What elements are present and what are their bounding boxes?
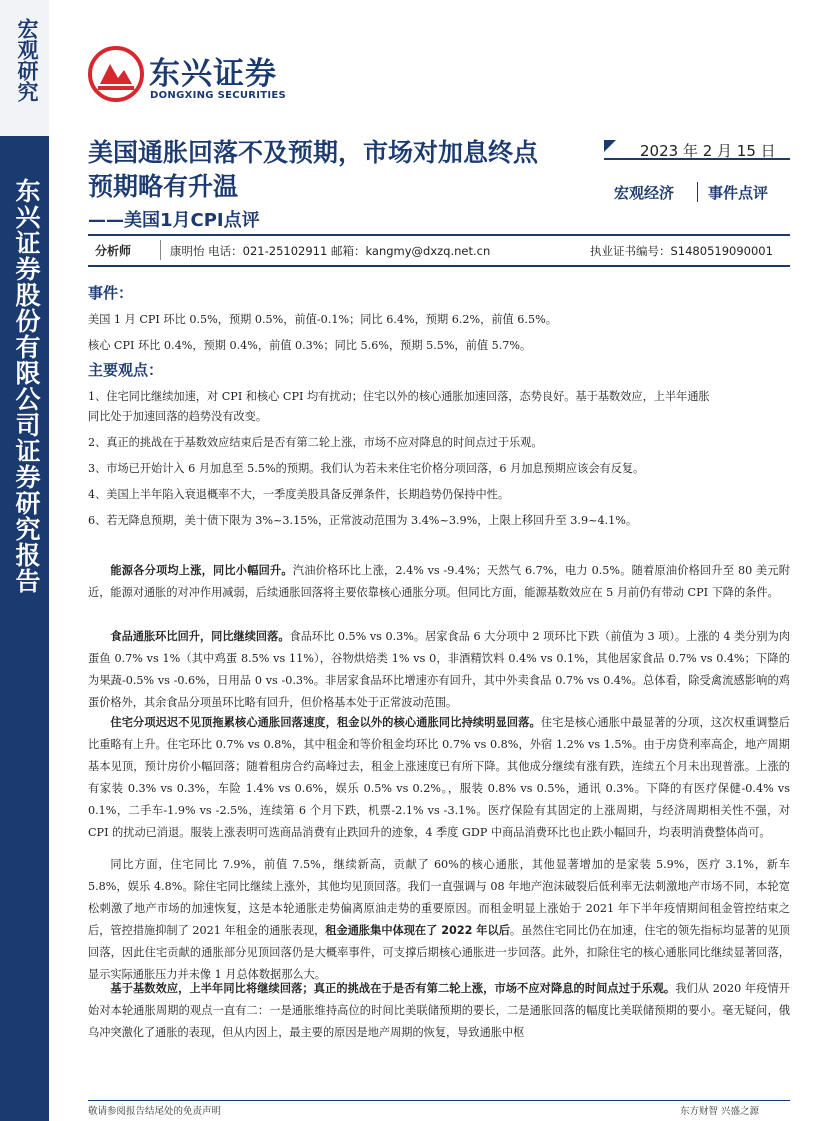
view-point-1b: 同比处于加速回落的趋势没有改变。	[88, 410, 268, 423]
housing-text: 住宅是核心通胀中最显著的分项，这次权重调整后比重略有上升。住宅环比 0.7% vs 0.8%，其中租金和等价租金均环比 0.7% vs 0.8%，外宿 1.2% vs 1.5%。由于房贷利率高企，地产周期基本见顶，预计房价小幅回落；随着租房合约高峰过去，租金上涨速度已有所下降。其他成分继续有涨有跌，连续五个月未出现普涨。上涨的有家装 0.3% vs 0.3%，车险 1.4% vs 0.6%，娱乐 0.5% vs 0.2%。，服装 0.8% vs 0.5%，通讯 0.3%。下降的有医疗保健-0.4% vs 0.1%，二手车-1.9% vs -2.5%，连续第 6 个月下跌，机票-2.1% vs -3.1%。医疗保险有其固定的上涨周期，与经济周期相关性不强，对 CPI 的扰动已消退。服装上涨表明可选商品消费有止跌回升的迹象，4 季度 GDP 中商品消费环比也止跌小幅回升，均表明消费整体尚可。	[88, 716, 790, 839]
logo-en-text: DONGXING SECURITIES	[150, 90, 287, 101]
tag-event: 事件点评	[708, 184, 769, 202]
sidebar	[0, 0, 49, 1121]
view-point-6: 6、若无降息预期，美十债下限为 3%~3.15%，正常波动范围为 3.4%~3.9%，上限上移回升至 3.9~4.1%。	[88, 514, 638, 527]
energy-bold: 能源各分项均上涨，同比小幅回升。	[110, 564, 293, 577]
sidebar-category: 宏观研究	[15, 18, 39, 102]
events-heading: 事件：	[88, 284, 134, 302]
view-point-3: 3、市场已开始计入 6 月加息至 5.5%的预期。我们认为若未来住宅价格分项回落，6 月加息预期应该会有反复。	[88, 462, 645, 475]
base-paragraph	[88, 978, 790, 1044]
event-line-2: 核心 CPI 环比 0.4%，预期 0.4%，前值 0.3%；同比 5.6%，预期 5.5%，前值 5.7%。	[88, 339, 532, 352]
base-text: 我们从 2020 年疫情开始对本轮通胀周期的观点一直有二：一是通胀维持高位的时间比美联储预期的要长，二是通胀回落的幅度比美联储预期的要小。毫无疑问，俄乌冲突激化了通胀的表现，但从内因上，最主要的原因是地产周期的恢复，导致通胀中枢	[88, 982, 790, 1039]
footer-rule	[88, 1100, 790, 1101]
yoy-text-1: 同比方面，住宅同比 7.9%，前值 7.5%，继续新高，贡献了 60%的核心通胀，其他显著增加的是家装 5.9%，医疗 3.1%，新车 5.8%，娱乐 4.8%。除住宅同比继续上涨外，其他均见顶回落。我们一直强调与 08 年地产泡沫破裂后低利率无法刺激地产市场不同，本轮宽松刺激了地产市场的加速恢复，这是本轮通胀走势偏离原油走势的重要原因。而租金明显上涨始于 2021 年下半年疫情期间租金管控结束之后，管控措施抑制了 2021 年租金的通胀表现，	[88, 858, 790, 937]
yoy-text-2: 。虽然住宅同比仍在加速，住宅的领先指标均显著的见顶回落，因此住宅贡献的通胀部分见顶回落仍是大概率事件，可支撑后期核心通胀进一步回落。此外，扣除住宅的核心通胀同比继续显著回落，显示实际通胀压力并未像 1 月总体数据那么大。	[88, 924, 790, 981]
food-bold: 食品通胀环比回升，同比继续回落。	[110, 630, 290, 643]
energy-paragraph	[88, 560, 790, 604]
views-heading: 主要观点：	[88, 361, 164, 379]
analyst-rule-top	[88, 234, 790, 236]
analyst-rule-bottom	[88, 265, 790, 267]
report-date: 2023 年 2 月 15 日	[640, 142, 776, 160]
report-title-line2: 预期略有升温	[88, 172, 239, 201]
sidebar-org: 东兴证券股份有限公司证券研究报告	[12, 178, 41, 594]
food-text: 食品环比 0.5% vs 0.3%。居家食品 6 大分项中 2 项环比下跌（前值为 3 项）。上涨的 4 类分别为肉蛋鱼 0.7% vs 1%（其中鸡蛋 8.5% vs 11%），谷物烘焙类 1% vs 0，非酒精饮料 0.4% vs 0.1%，其他居家食品 0.7% vs 0.4%；下降的为果蔬-0.5% vs -0.6%，日用品 0 vs -0.3%。非居家食品环比增速亦有回升，其中外卖食品 0.7% vs 0.4%。总体看，除受禽流感影响的鸡蛋价格外，其余食品分项虽环比略有回升，但价格基本处于正常波动范围。	[88, 630, 790, 709]
event-line-1: 美国 1 月 CPI 环比 0.5%，预期 0.5%，前值-0.1%；同比 6.4%，预期 6.2%，前值 6.5%。	[88, 313, 557, 326]
energy-text: 汽油价格环比上涨，2.4% vs -9.4%；天然气 6.7%，电力 0.5%。随着原油价格回升至 80 美元附近，能源对通胀的对冲作用减弱，后续通胀回落将主要依靠核心通胀分项。但同比方面，能源基数效应在 5 月前仍有带动 CPI 下降的条件。	[88, 564, 790, 599]
footer-slogan: 东方财智 兴盛之源	[680, 1106, 760, 1117]
housing-bold: 住宅分项迟迟不见顶拖累核心通胀回落速度，租金以外的核心通胀同比持续明显回落。	[110, 716, 541, 729]
yoy-bold: 租金通胀集中体现在了 2022 年以后	[325, 924, 510, 937]
analyst-info: 康明怡 电话：021-25102911 邮箱：kangmy@dxzq.net.cn	[170, 244, 491, 258]
analyst-cert: 执业证书编号：S1480519090001	[590, 244, 773, 258]
footer-disclaimer: 敬请参阅报告结尾处的免责声明	[88, 1106, 222, 1117]
food-paragraph	[88, 626, 790, 714]
date-corner-mark	[604, 140, 616, 152]
report-title-line1: 美国通胀回落不及预期，市场对加息终点	[88, 138, 539, 167]
logo-cn-text: 东兴证券	[149, 56, 277, 92]
report-subtitle: ——美国1月CPI点评	[88, 210, 260, 231]
sidebar-category-box	[0, 0, 49, 138]
logo-icon	[88, 46, 144, 102]
base-bold: 基于基数效应，上半年同比将继续回落；真正的挑战在于是否有第二轮上涨，市场不应对降息的时间点过于乐观。	[110, 982, 676, 995]
view-point-4: 4、美国上半年陷入衰退概率不大，一季度美股具备反弹条件，长期趋势仍保持中性。	[88, 488, 510, 501]
tag-divider	[604, 158, 790, 160]
tag-separator	[697, 182, 698, 202]
analyst-label: 分析师	[95, 244, 132, 258]
tag-macro: 宏观经济	[614, 184, 675, 202]
housing-paragraph	[88, 712, 790, 844]
analyst-separator	[160, 240, 161, 260]
view-point-2: 2、真正的挑战在于基数效应结束后是否有第二轮上涨，市场不应对降息的时间点过于乐观。	[88, 436, 543, 449]
yoy-paragraph	[88, 854, 790, 986]
view-point-1a: 1、住宅同比继续加速，对 CPI 和核心 CPI 均有扰动；住宅以外的核心通胀加速回落，态势良好。基于基数效应，上半年通胀	[88, 390, 710, 403]
company-logo	[88, 46, 308, 106]
